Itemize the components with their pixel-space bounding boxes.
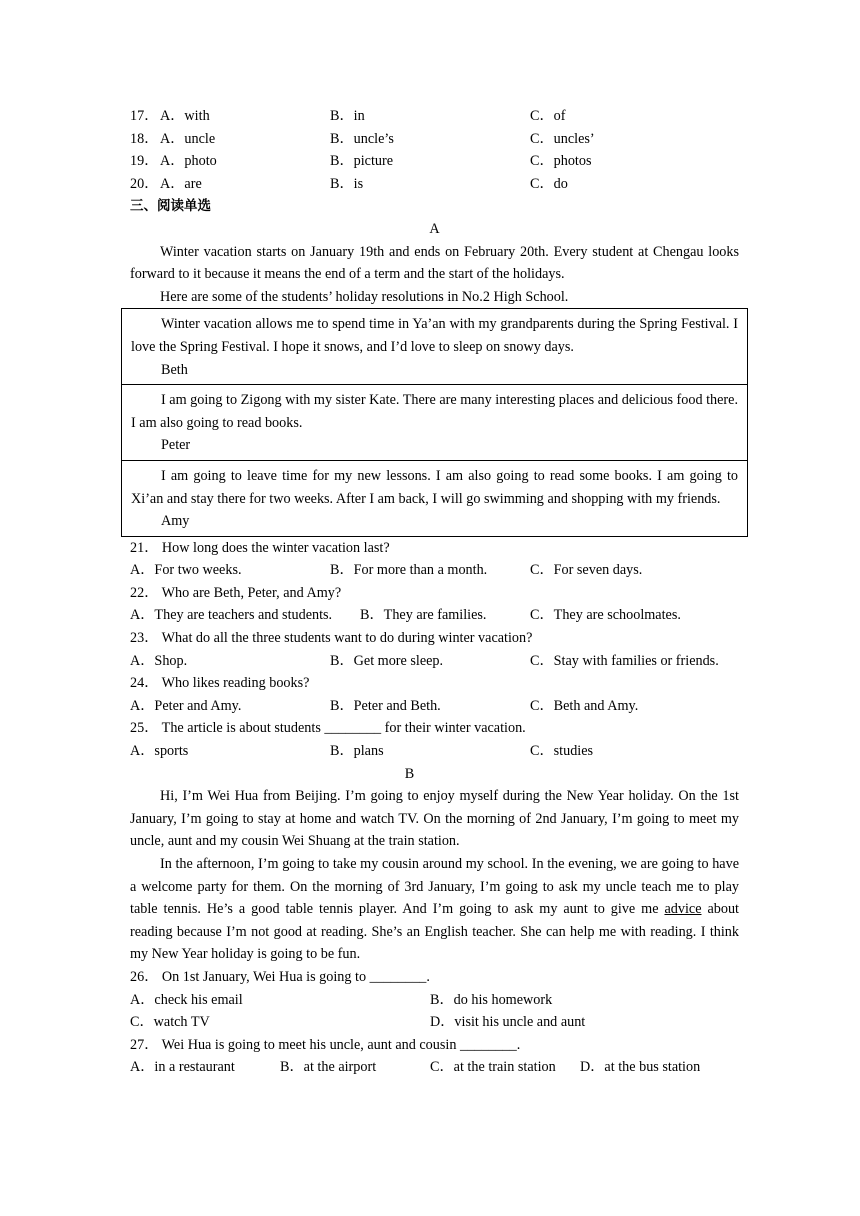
paragraph-text: about reading because I’m not good at reading. She’s an English teacher. She can help me with reading. I think my New Year holiday is going to be fun. <box>130 901 739 963</box>
question-number: 17． <box>130 108 159 124</box>
option-b: B．at the airport <box>280 1059 377 1076</box>
question-stem: 27． Wei Hua is going to meet his uncle, aunt and cousin ________. <box>130 1036 521 1053</box>
section-title: 三、阅读单选 <box>130 198 211 215</box>
option-b: B．in <box>330 108 365 124</box>
passage-b-paragraph-1: Hi, I’m Wei Hua from Beijing. I’m going to enjoy myself during the New Year holiday. On the 1st January, I’m going to stay at home and watch TV. On the morning of 2nd January, I’m going to meet my uncle, aunt and my cousin Wei Shuang at the train station. <box>130 788 739 850</box>
question-options <box>130 559 739 582</box>
question-number: 19． <box>130 153 159 170</box>
option-a: A．sports <box>130 743 189 760</box>
option-b: B．plans <box>330 743 384 760</box>
question-20 <box>130 173 739 196</box>
option-a: A．Shop. <box>130 652 188 669</box>
question-options <box>130 1056 739 1079</box>
question-options <box>130 695 739 718</box>
question-options <box>130 989 739 1012</box>
option-a: A．photo <box>160 153 217 170</box>
question-options <box>130 740 739 763</box>
resolution-author: Amy <box>161 513 190 530</box>
question-number: 20． <box>130 175 159 192</box>
option-b: B．is <box>330 175 364 192</box>
resolution-text: I am going to Zigong with my sister Kate. There are many interesting places and delicious food there. I am also going to read books. <box>131 392 738 431</box>
resolution-text: I am going to leave time for my new lessons. I am also going to read some books. I am going to Xi’an and stay there for two weeks. After I am back, I will go swimming and shopping with my friends. <box>131 467 738 507</box>
resolution-text: Winter vacation allows me to spend time in Ya’an with my grandparents during the Spring Festival. I love the Spring Festival. I hope it snows, and I’d love to sleep on snowy days. <box>131 316 738 355</box>
option-c: C．uncles’ <box>530 130 595 147</box>
option-b: B．They are families. <box>360 607 487 624</box>
option-c: C．at the train station <box>430 1059 556 1076</box>
option-a: A．in a restaurant <box>130 1059 235 1076</box>
passage-a-paragraph-2: Here are some of the students’ holiday resolutions in No.2 High School. <box>160 288 569 305</box>
option-c: C．They are schoolmates. <box>530 607 681 624</box>
option-a: A．For two weeks. <box>130 562 242 579</box>
question-stem: 23． What do all the three students want to do during winter vacation? <box>130 630 533 647</box>
passage-a-paragraph-1: Winter vacation starts on January 19th and ends on February 20th. Every student at Chengau looks forward to it because it means the end of a term and the start of the holidays. <box>130 243 739 283</box>
question-options <box>130 604 739 627</box>
resolution-entry <box>122 460 747 536</box>
option-d: D．at the bus station <box>580 1059 701 1076</box>
question-stem: 22． Who are Beth, Peter, and Amy? <box>130 584 342 601</box>
question-18 <box>130 128 739 151</box>
option-a: A．check his email <box>130 991 243 1008</box>
option-c: C．do <box>530 175 568 192</box>
passage-a-heading: A <box>429 220 440 237</box>
resolution-author: Beth <box>161 361 188 378</box>
question-options <box>130 1011 739 1034</box>
option-b: B．For more than a month. <box>330 562 488 579</box>
question-17 <box>130 105 739 128</box>
option-c: C．Beth and Amy. <box>530 697 639 714</box>
question-stem: 24． Who likes reading books? <box>130 675 310 692</box>
question-stem: 25． The article is about students ________ for their winter vacation. <box>130 720 526 737</box>
resolution-entry <box>122 309 747 384</box>
option-c: C．of <box>530 108 566 124</box>
resolution-author: Peter <box>161 437 191 454</box>
option-b: B．uncle’s <box>330 130 394 147</box>
question-stem: 21． How long does the winter vacation last? <box>130 539 390 556</box>
option-c: C．For seven days. <box>530 562 643 579</box>
option-a: A．Peter and Amy. <box>130 697 242 714</box>
underlined-word: advice <box>664 901 702 918</box>
option-c: C．studies <box>530 743 594 760</box>
option-c: C．Stay with families or friends. <box>530 652 719 669</box>
option-c: C．photos <box>530 153 592 170</box>
page-content <box>130 105 739 1079</box>
resolutions-box <box>121 308 748 536</box>
option-b: B．do his homework <box>430 991 553 1008</box>
option-a: A．They are teachers and students. <box>130 607 333 624</box>
option-a: A．are <box>160 175 202 192</box>
passage-b-paragraph-2 <box>130 853 739 966</box>
option-c: C．watch TV <box>130 1014 210 1031</box>
question-19 <box>130 150 739 173</box>
paragraph-text: In the afternoon, I’m going to take my cousin around my school. In the evening, we are going to have a welcome party for them. On the morning of 3rd January, I’m going to ask my uncle teach me to play table tennis. He’s a good table tennis player. And I’m going to ask my aunt to give me <box>130 856 739 918</box>
question-stem: 26． On 1st January, Wei Hua is going to ________. <box>130 968 430 985</box>
passage-b-heading: B <box>404 765 415 782</box>
question-number: 18． <box>130 130 159 147</box>
resolution-entry <box>122 384 747 460</box>
option-b: B．Peter and Beth. <box>330 697 441 714</box>
option-d: D．visit his uncle and aunt <box>430 1014 586 1031</box>
question-options <box>130 650 739 673</box>
option-a: A．with <box>160 108 210 124</box>
option-b: B．Get more sleep. <box>330 652 444 669</box>
option-b: B．picture <box>330 153 394 170</box>
option-a: A．uncle <box>160 130 216 147</box>
